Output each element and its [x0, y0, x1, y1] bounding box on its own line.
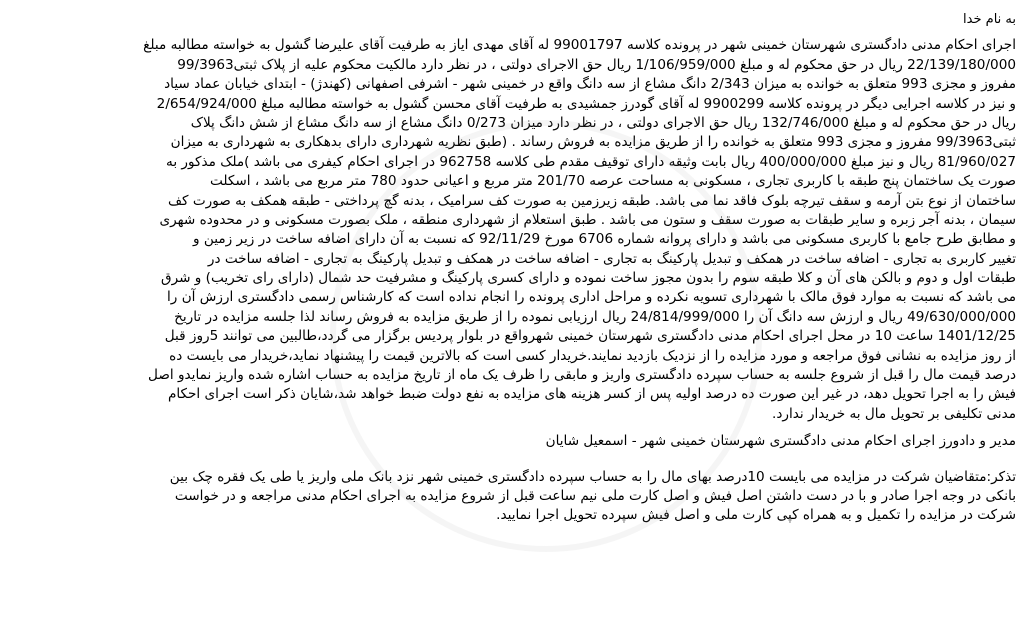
- body-line: طبقات اول و دوم و بالکن های آن و کلا طبقه سوم را بدون مجوز ساخت نموده و دارای کسری پارکینگ و مشرفیت حد شمال (دارای رای تخریب) و شرق: [161, 270, 1016, 287]
- note-section: [8, 468, 1016, 526]
- bismillah-heading: به نام خدا: [963, 12, 1016, 27]
- body-line: و مطابق طرح جامع با کاربری مسکونی می باشد و دارای پروانه شماره 6706 مورخ 92/11/29 که نسبت به آن دارای اضافه ساخت در زیر زمین و: [192, 231, 1016, 248]
- signature-line: مدیر و دادورز اجرای احکام مدنی دادگستری شهرستان خمینی شهر - اسمعیل شایان: [545, 433, 1016, 450]
- note-line: بانکی در وجه اجرا صادر و با در دست داشتن اصل فیش و اصل کارت ملی نیم ساعت قبل از شروع مزایده به اجرای احکام مدنی مراجعه و در خواست: [174, 487, 1016, 504]
- body-line: فیش را به اجرا تحویل دهد، در غیر این صورت ده درصد اولیه پس از کسر هزینه های مزایده به نفع دولت ضبط خواهد شد،شایان ذکر است اجرای احکام: [167, 386, 1016, 403]
- note-line: شرکت در مزایده را تکمیل و به همراه کپی کارت ملی و اصل فیش سپرده تحویل اجرا نمایید.: [496, 507, 1016, 524]
- body-line: از روز مزایده به نشانی فوق مراجعه و مورد مزایده را از نزدیک بازدید نمایند.خریدار کسی است که بالاترین قیمت را پیشنهاد نماید،خریدار می بایست ده: [169, 347, 1016, 364]
- body-line: می باشد که نسبت به موارد فوق مالک با شهرداری تسویه نکرده و مراحل اداری پرونده را انجام نداده است که کارشناس رسمی دادگستری ارزش آن را: [167, 289, 1016, 306]
- body-line: ریال در حق محکوم له و مبلغ 132/746/000 ریال حق الاجرای دولتی ، در نظر دارد میزان 0/273 دانگ مشاع از سه دانگ مشاع از شش دانگ پلاک: [190, 114, 1016, 131]
- body-line: 1401/12/25 ساعت 10 در محل اجرای احکام مدنی دادگستری شهرستان خمینی شهرواقع در بلوار پردیس برگزار می گردد،طالبین می توانند 5روز قبل: [164, 328, 1016, 345]
- body-line: مفروز و مجزی 993 متعلق به خوانده به میزان 2/343 دانگ مشاع از سه دانگ واقع در خمینی شهر - اشرفی اصفهانی (کهندژ) - ابتدای خیابان عماد سیاد: [164, 76, 1016, 93]
- body-line: 22/139/180/000 ریال در حق محکوم له و مبلغ 1/106/959/000 ریال حق الاجرای دولتی ، در نظر دارد مالکیت محکوم علیه از پلاک ثبتی99/3963: [177, 56, 1016, 73]
- body-line: مدنی تکلیفی بر تحویل مال به خریدار ندارد.: [772, 405, 1016, 422]
- body-line: 49/630/000/000 ریال و ارزش سه دانگ آن را 24/814/999/000 ریال ارزیابی نموده را از طریق مزایده به فروش رساند لذا جلسه مزایده در تاریخ: [174, 308, 1016, 325]
- body-line: ساختمان از نوع بتن آرمه و سقف تیرچه بلوک فاقد نما می باشد. طبقه زیرزمین به صورت کف سرامیک ، بدنه گچ پرداختی - طبقه همکف به صورت کف: [167, 192, 1016, 209]
- body-line: درصد قیمت مال را قبل از شروع جلسه به حساب سپرده دادگستری واریز و مابقی را ظرف یک ماه از تاریخ مزایده به حساب اشاره شده واریز نمایدو اصل: [148, 367, 1016, 384]
- body-line: و نیز در کلاسه اجرایی دیگر در پرونده کلاسه 9900299 له آقای گودرز جمشیدی به طرفیت آقای محسن گشول به خواسته مطالبه مبلغ 2/654/924/000: [156, 95, 1016, 112]
- body-line: ثبتی99/3963 مفروز و مجزی 993 متعلق به خوانده را از طریق مزایده به فروش رساند . (طبق نظریه شهرداری دارای بدهکاری به شهرداری به میزان: [170, 134, 1016, 151]
- body-line: صورت یک ساختمان پنج طبقه با کاربری تجاری ، مسکونی به مساحت عرصه 201/70 متر مربع و اعیانی حدود 780 متر مربع می باشد ، اسکلت: [210, 173, 1016, 190]
- body-line: 81/960/027 ریال و نیز مبلغ 400/000/000 ریال بابت وثیقه دارای توقیف مقدم طی کلاسه 962758 در اجرای احکام کیفری می باشد )ملک مذکور به: [166, 153, 1016, 170]
- body-line: تغییر کاربری به تجاری - اضافه ساخت در همکف و تبدیل پارکینگ به تجاری - اضافه ساخت در همکف و تبدیل پارکینگ به تجاری - اضافه ساخت در: [207, 250, 1016, 267]
- note-line: تذکر:متقاضیان شرکت در مزایده می بایست 10درصد بهای مال را به حساب سپرده دادگستری خمینی شهر نزد بانک ملی واریز یا طی یک فقره چک بین: [169, 468, 1016, 485]
- notice-body: [8, 36, 1016, 424]
- body-line: اجرای احکام مدنی دادگستری شهرستان خمینی شهر در پرونده کلاسه 99001797 له آقای مهدی ایاز به طرفیت آقای علیرضا گشول به خواسته مطالبه مبلغ: [143, 37, 1016, 54]
- body-line: سیمان ، بدنه آجر زبره و سایر طبقات به صورت سقف و ستون می باشد . طبق استعلام از شهرداری منطقه ، ملک بصورت مسکونی و در محدوده شهری: [159, 211, 1016, 228]
